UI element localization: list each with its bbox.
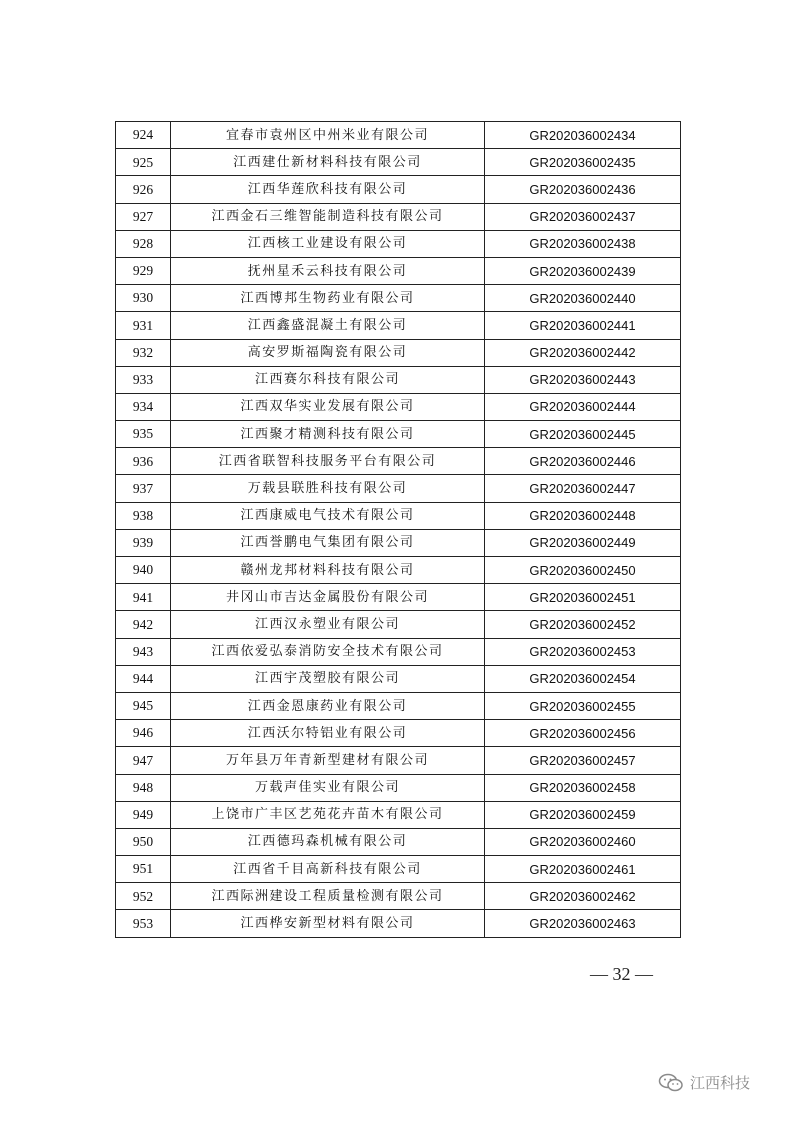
table-row bbox=[116, 312, 681, 339]
company-table bbox=[115, 121, 681, 938]
table-row bbox=[116, 421, 681, 448]
row-number: 924 bbox=[116, 122, 171, 149]
certificate-number: GR202036002461 bbox=[485, 856, 681, 883]
table-row bbox=[116, 122, 681, 149]
certificate-number: GR202036002438 bbox=[485, 230, 681, 257]
row-number: 930 bbox=[116, 285, 171, 312]
company-name: 万载声佳实业有限公司 bbox=[171, 774, 485, 801]
row-number: 933 bbox=[116, 366, 171, 393]
company-name: 井冈山市吉达金属股份有限公司 bbox=[171, 584, 485, 611]
table-row bbox=[116, 747, 681, 774]
company-name: 江西德玛森机械有限公司 bbox=[171, 828, 485, 855]
certificate-number: GR202036002444 bbox=[485, 393, 681, 420]
company-name: 江西博邦生物药业有限公司 bbox=[171, 285, 485, 312]
table-row bbox=[116, 774, 681, 801]
certificate-number: GR202036002453 bbox=[485, 638, 681, 665]
row-number: 934 bbox=[116, 393, 171, 420]
certificate-number: GR202036002447 bbox=[485, 475, 681, 502]
row-number: 935 bbox=[116, 421, 171, 448]
company-name: 江西康威电气技术有限公司 bbox=[171, 502, 485, 529]
table-row bbox=[116, 828, 681, 855]
company-name: 江西双华实业发展有限公司 bbox=[171, 393, 485, 420]
row-number: 941 bbox=[116, 584, 171, 611]
certificate-number: GR202036002448 bbox=[485, 502, 681, 529]
certificate-number: GR202036002434 bbox=[485, 122, 681, 149]
page-number: — 32 — bbox=[590, 964, 653, 984]
certificate-number: GR202036002455 bbox=[485, 692, 681, 719]
row-number: 950 bbox=[116, 828, 171, 855]
company-name: 万载县联胜科技有限公司 bbox=[171, 475, 485, 502]
row-number: 942 bbox=[116, 611, 171, 638]
table-row bbox=[116, 665, 681, 692]
certificate-number: GR202036002449 bbox=[485, 529, 681, 556]
certificate-number: GR202036002459 bbox=[485, 801, 681, 828]
certificate-number: GR202036002442 bbox=[485, 339, 681, 366]
company-name: 江西桦安新型材料有限公司 bbox=[171, 910, 485, 937]
certificate-number: GR202036002460 bbox=[485, 828, 681, 855]
row-number: 927 bbox=[116, 203, 171, 230]
wechat-icon bbox=[658, 1073, 684, 1093]
certificate-number: GR202036002439 bbox=[485, 257, 681, 284]
company-name: 上饶市广丰区艺苑花卉苗木有限公司 bbox=[171, 801, 485, 828]
certificate-number: GR202036002463 bbox=[485, 910, 681, 937]
row-number: 947 bbox=[116, 747, 171, 774]
table-row bbox=[116, 339, 681, 366]
row-number: 931 bbox=[116, 312, 171, 339]
company-name: 江西鑫盛混凝土有限公司 bbox=[171, 312, 485, 339]
company-name: 江西金石三维智能制造科技有限公司 bbox=[171, 203, 485, 230]
table-row bbox=[116, 557, 681, 584]
table-row bbox=[116, 448, 681, 475]
company-name: 江西际洲建设工程质量检测有限公司 bbox=[171, 883, 485, 910]
company-table-body bbox=[116, 122, 681, 938]
certificate-number: GR202036002456 bbox=[485, 720, 681, 747]
certificate-number: GR202036002435 bbox=[485, 149, 681, 176]
certificate-number: GR202036002443 bbox=[485, 366, 681, 393]
row-number: 926 bbox=[116, 176, 171, 203]
table-row bbox=[116, 692, 681, 719]
row-number: 938 bbox=[116, 502, 171, 529]
row-number: 946 bbox=[116, 720, 171, 747]
row-number: 952 bbox=[116, 883, 171, 910]
certificate-number: GR202036002446 bbox=[485, 448, 681, 475]
table-row bbox=[116, 638, 681, 665]
row-number: 937 bbox=[116, 475, 171, 502]
row-number: 928 bbox=[116, 230, 171, 257]
row-number: 944 bbox=[116, 665, 171, 692]
table-row bbox=[116, 910, 681, 937]
certificate-number: GR202036002454 bbox=[485, 665, 681, 692]
row-number: 953 bbox=[116, 910, 171, 937]
company-name: 江西聚才精测科技有限公司 bbox=[171, 421, 485, 448]
company-name: 江西赛尔科技有限公司 bbox=[171, 366, 485, 393]
row-number: 936 bbox=[116, 448, 171, 475]
company-name: 江西华莲欣科技有限公司 bbox=[171, 176, 485, 203]
row-number: 940 bbox=[116, 557, 171, 584]
table-row bbox=[116, 176, 681, 203]
table-row bbox=[116, 584, 681, 611]
certificate-number: GR202036002458 bbox=[485, 774, 681, 801]
table-row bbox=[116, 203, 681, 230]
certificate-number: GR202036002462 bbox=[485, 883, 681, 910]
table-row bbox=[116, 883, 681, 910]
table-row bbox=[116, 502, 681, 529]
table-row bbox=[116, 856, 681, 883]
company-name: 江西核工业建设有限公司 bbox=[171, 230, 485, 257]
certificate-number: GR202036002440 bbox=[485, 285, 681, 312]
table-row bbox=[116, 475, 681, 502]
company-name: 万年县万年青新型建材有限公司 bbox=[171, 747, 485, 774]
certificate-number: GR202036002452 bbox=[485, 611, 681, 638]
table-row bbox=[116, 801, 681, 828]
table-row bbox=[116, 257, 681, 284]
row-number: 939 bbox=[116, 529, 171, 556]
company-name: 宜春市袁州区中州米业有限公司 bbox=[171, 122, 485, 149]
row-number: 929 bbox=[116, 257, 171, 284]
table-row bbox=[116, 529, 681, 556]
company-name: 赣州龙邦材料科技有限公司 bbox=[171, 557, 485, 584]
row-number: 932 bbox=[116, 339, 171, 366]
company-name: 抚州星禾云科技有限公司 bbox=[171, 257, 485, 284]
row-number: 945 bbox=[116, 692, 171, 719]
table-row bbox=[116, 230, 681, 257]
table-row bbox=[116, 611, 681, 638]
row-number: 948 bbox=[116, 774, 171, 801]
watermark bbox=[658, 1072, 750, 1093]
company-name: 江西依爱弘泰消防安全技术有限公司 bbox=[171, 638, 485, 665]
company-name: 江西汉永塑业有限公司 bbox=[171, 611, 485, 638]
certificate-number: GR202036002441 bbox=[485, 312, 681, 339]
company-name: 江西沃尔特铝业有限公司 bbox=[171, 720, 485, 747]
company-name: 高安罗斯福陶瓷有限公司 bbox=[171, 339, 485, 366]
table-row bbox=[116, 393, 681, 420]
certificate-number: GR202036002450 bbox=[485, 557, 681, 584]
company-name: 江西金恩康药业有限公司 bbox=[171, 692, 485, 719]
row-number: 925 bbox=[116, 149, 171, 176]
company-name: 江西誉鹏电气集团有限公司 bbox=[171, 529, 485, 556]
company-name: 江西建仕新材料科技有限公司 bbox=[171, 149, 485, 176]
table-row bbox=[116, 720, 681, 747]
table-row bbox=[116, 285, 681, 312]
certificate-number: GR202036002451 bbox=[485, 584, 681, 611]
row-number: 951 bbox=[116, 856, 171, 883]
company-name: 江西省千目高新科技有限公司 bbox=[171, 856, 485, 883]
certificate-number: GR202036002457 bbox=[485, 747, 681, 774]
table-row bbox=[116, 366, 681, 393]
row-number: 943 bbox=[116, 638, 171, 665]
watermark-text: 江西科技 bbox=[690, 1074, 751, 1092]
company-name: 江西宇茂塑胶有限公司 bbox=[171, 665, 485, 692]
row-number: 949 bbox=[116, 801, 171, 828]
company-name: 江西省联智科技服务平台有限公司 bbox=[171, 448, 485, 475]
certificate-number: GR202036002436 bbox=[485, 176, 681, 203]
certificate-number: GR202036002445 bbox=[485, 421, 681, 448]
table-row bbox=[116, 149, 681, 176]
certificate-number: GR202036002437 bbox=[485, 203, 681, 230]
